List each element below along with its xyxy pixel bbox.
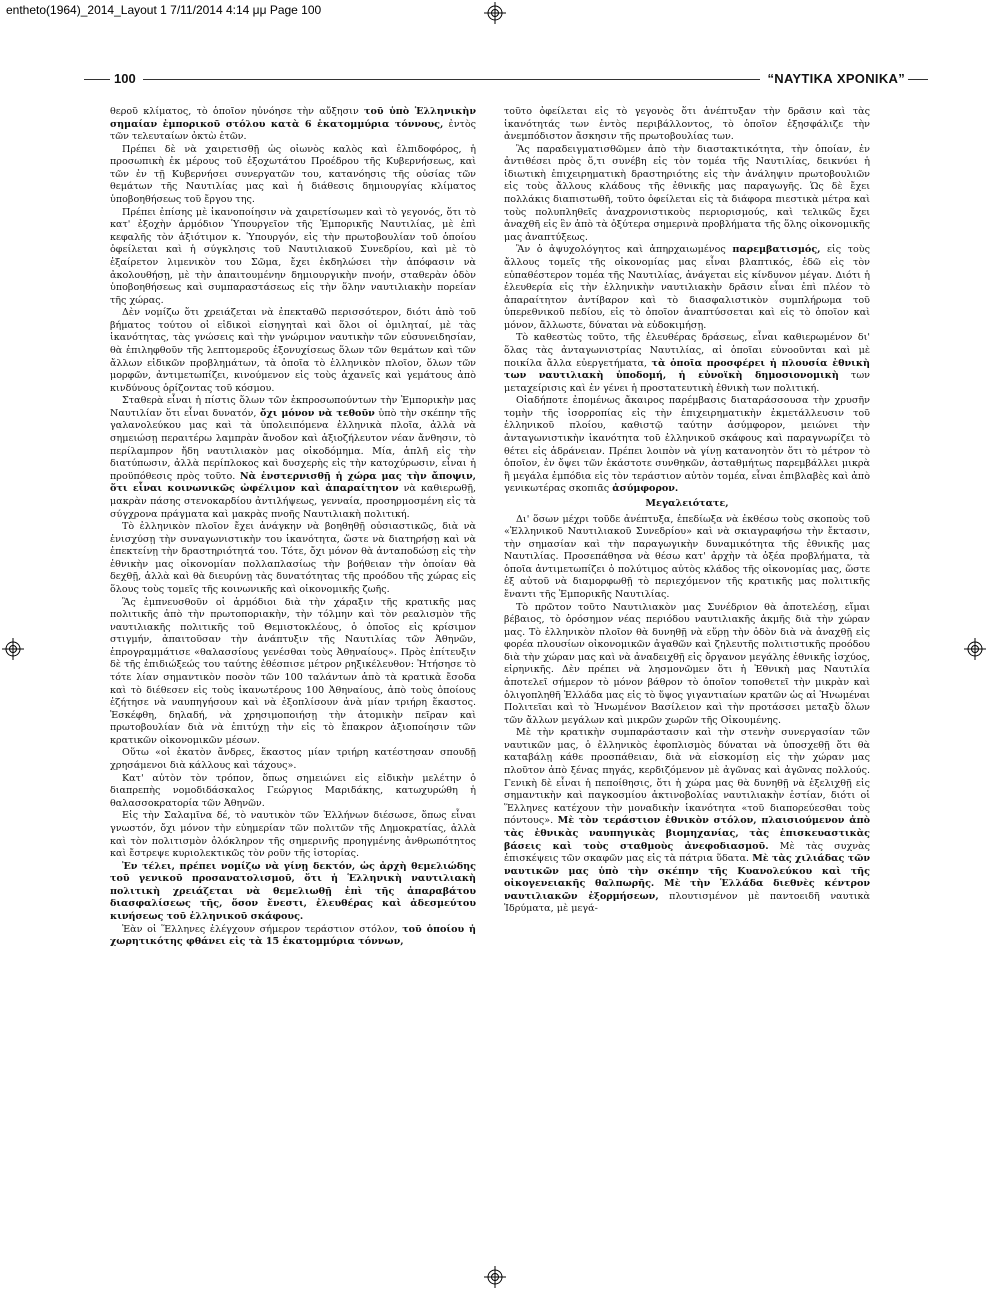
header-rule [143, 79, 760, 80]
paragraph: Οὕτω «οἱ ἑκατὸν ἄνδρες, ἕκαστος μίαν τριήρη κατέστησαν σπουδῇ χρησάμενοι διὰ κάλλους καὶ τάχους». [110, 747, 476, 772]
registration-mark-icon [964, 638, 986, 660]
header-rule-left [84, 79, 110, 80]
page-number: 100 [114, 71, 136, 86]
paragraph: Πρέπει δὲ νὰ χαιρετισθῇ ὡς οἰωνὸς καλὸς καὶ ἐλπιδοφόρος, ἡ προσωπικὴ ἐκ μέρους τοῦ ἐξοχωτάτου Προέδρου τῆς Κυβερνήσεως, καὶ τῶν ἐν τῇ Κυβερνήσει συνεργατῶν του, κατανόησις τῆς οὐσίας τῶν θεμάτων τῆς Ναυτιλίας μας καὶ ἡ διάθεσις δημιουργίας κλίματος ὑποβοηθήσεως τοῦ ἔργου της. [110, 143, 476, 206]
paragraph: Πρέπει ἐπίσης μὲ ἱκανοποίησιν νὰ χαιρετίσωμεν καὶ τὸ γεγονός, ὅτι τὸ κατ' ἐξοχὴν ἁρμόδιον Ὑπουργεῖον τῆς Ἐμπορικῆς Ναυτιλίας, μὲ ἐπὶ κεφαλῆς τὸν ἀξιότιμον κ. Ὑπουργόν, εἰς τὴν πρωτοβουλίαν τοῦ ὁποίου ὀφείλεται καὶ ἡ σύγκλησις τοῦ Ναυτιλιακοῦ Συνεδρίου, καὶ μὲ τὸ ἐξαίρετον λιμενικὸν του Σῶμα, ἔχει ἐκδηλώσει τὴν ἀπόφασιν νὰ ἀκολουθήσῃ, μὲ τὴν ἀπαιτουμένην δημιουργικὴν πνοήν, σταθερὰν ὁδὸν ὑποβοηθήσεως καὶ συμπαραστάσεως εἰς τὴν ὅλην ναυτιλιακὴν πορείαν τῆς χώρας. [110, 206, 476, 306]
right-column [504, 106, 870, 916]
paragraph: Ἂς παραδειγματισθῶμεν ἀπὸ τὴν διαστακτικότητα, τὴν ὁποίαν, ἐν ἀντιθέσει πρὸς ὅ,τι συνέβη εἰς τὸν τομέα τῆς Ναυτιλίας, δεικνύει ἡ ἰδιωτικὴ ἐπιχειρηματικὴ δραστηριότης εἰς τὴν ἀνάληψιν πρωτοβουλιῶν εἰς τοὺς ἄλλους κλάδους τῆς ἐθνικῆς μας παραγωγῆς. Ὡς δὲ ἔχει πολλάκις διαπιστωθῆ, τοῦτο ὀφείλεται εἰς τὰ διάφορα πιεστικὰ μέτρα καὶ τοὺς πολυπληθεῖς ἀναχρονιστικοὺς περιορισμούς, καὶ τελικῶς ἔχει ἀναχθῆ εἰς ἓν ἀπὸ τὰ ὀξύτερα σημερινὰ προβλήματα τῆς ὅλης οἰκονομικῆς μας ἀναπτύξεως. [504, 143, 870, 243]
paragraph: Ἂς ἐμπνευσθοῦν οἱ ἁρμόδιοι διὰ τὴν χάραξιν τῆς κρατικῆς μας πολιτικῆς ἀπὸ τὴν πρωτοποριακὴν, τὴν τόλμην καὶ τὸν ρεαλισμὸν τῆς ναυτιλιακῆς πολιτικῆς τοῦ Θεμιστοκλέους, ὁ ὁποῖος εἰς κρίσιμον στιγμήν, ἀπαιτοῦσαν τὴν ἀνάπτυξιν τῆς Ναυτιλίας τῶν Ἀθηνῶν, ἐπρογραμμάτισε «θαλασσίους γενέσθαι τοὺς Ἀθηναίους». Πρὸς ἐπίτευξιν δὲ τῆς ἐπιδιώξεώς του ταύτης ἐθέσπισε μέτρον ρηξικέλευθον: Ἠτήσησε τὸ τότε λίαν σημαντικὸν ποσὸν τῶν 100 ταλάντων ἀπὸ τὰ κρατικὰ ἔσοδα καὶ τὸ διέθεσεν εἰς τοὺς ἱκανωτέρους 100 Ἀθηναίους, ἀπὸ τοὺς ὁποίους ἐζήτησε νὰ ναυπηγήσουν καὶ νὰ ἐξοπλίσουν ἀνὰ μίαν τριήρη ἕκαστος. Ἐσκέφθη, δηλαδή, νὰ χρησιμοποιήσῃ τὴν ἀτομικὴν πεῖραν καὶ πρωτοβουλίαν διὰ νὰ ἐπιτύχῃ τὴν εἰς τὸ ἔπακρον ἀξιοποίησιν τῶν κρατικῶν οἰκονομικῶν μέσων. [110, 596, 476, 746]
paragraph: τοῦτο ὀφείλεται εἰς τὸ γεγονὸς ὅτι ἀνέπτυξαν τὴν δρᾶσιν καὶ τὰς ἱκανότητάς των ἐντὸς περιβάλλοντος, τὸ ὁποῖον ἐξησφάλιζε τὴν ἀνεμπόδιστον ἄσκησιν τῆς πρωτοβουλίας των. [504, 106, 870, 143]
paragraph: Τὸ καθεστὼς τοῦτο, τῆς ἐλευθέρας δράσεως, εἶναι καθιερωμένον δι' ὅλας τὰς ἀνταγωνιστρίας Ναυτιλίας, αἱ ὁποῖαι εὐνοοῦνται καὶ μὲ ποικίλα ἄλλα εὐεργετήματα, τὰ ὁποῖα προσφέρει ἡ πλουσία ἐθνικὴ των ναυτιλιακὴ ὑποδομή, ἡ εὐνοϊκὴ δημοσιονομικὴ των μεταχείρισις καὶ ἐν γένει ἡ προστατευτικὴ ἐθνικὴ των πολιτική. [504, 332, 871, 394]
print-slug: entheto(1964)_2014_Layout 1 7/11/2014 4:14 μμ Page 100 [6, 3, 322, 17]
registration-mark-icon [484, 1266, 506, 1288]
section-salutation: Μεγαλειότατε, [645, 497, 729, 509]
paragraph: Τὸ πρῶτον τοῦτο Ναυτιλιακὸν μας Συνέδριον θὰ ἀποτελέσῃ, εἴμαι βέβαιος, τὸ ὁρόσημον νέας περιόδου ναυτιλιακῆς ἀκμῆς διὰ τὴν χώραν μας. Τὸ ἑλληνικὸν πλοῖον θὰ δυνηθῇ νὰ εὕρῃ τὴν ὁδὸν διὰ νὰ ἀναχθῇ εἰς φορέα πλουσίων οἰκονομικῶν ἀγαθῶν καὶ ζηλευτῆς πολιτιστικῆς προόδου διὰ τὴν χώραν μας καὶ νὰ ἀναδειχθῇ εἰς ὄργανον μεγάλης ἐθνικῆς ἰσχύος, εἰρηνικῆς. Δὲν πρέπει νὰ λησμονῶμεν ὅτι ἡ Ἐθνικὴ μας Ναυτιλία ἀποτελεῖ σήμερον τὸ μόνον βάθρον τὸ ὁποῖον τοποθετεῖ τὴν μικρὰν καὶ ὀλιγοπληθῆ Ἑλλάδα μας εἰς τὸ ὕψος γιγαντιαίων κρατῶν ὡς αἱ Ἡνωμέναι Πολιτεῖαι καὶ τὸ Ἡνωμένον Βασίλειον καὶ τὴν προτάσσει μεταξὺ ὅλων τῶν ἄλλων μεγάλων καὶ μικρῶν χωρῶν τῆς Οἰκουμένης. [504, 601, 870, 726]
running-head: “ΝΑΥΤΙΚΑ ΧΡΟΝΙΚΑ” [767, 71, 905, 86]
registration-mark-icon [484, 2, 506, 24]
registration-mark-icon [2, 638, 24, 660]
paragraph: Ἐν τέλει, πρέπει νομίζω νὰ γίνῃ δεκτόν, ὡς ἀρχὴ θεμελιώδης τοῦ γενικοῦ προσανατολισμοῦ, ὅτι ἡ Ἑλληνικὴ ναυτιλιακὴ πολιτικὴ χρειάζεται νὰ θεμελιωθῇ ἐπὶ τῆς ἀπαραβάτου διασφαλίσεως τῆς, ὅσον ἔνεστι, ἐλευθέρας καὶ ἀδεσμεύτου κινήσεως τοῦ ἑλληνικοῦ σκάφους. [110, 860, 476, 922]
paragraph: Τὸ ἑλληνικὸν πλοῖον ἔχει ἀνάγκην νὰ βοηθηθῇ οὐσιαστικῶς, διὰ νὰ ἐνισχύσῃ τὴν συναγωνιστικὴν του ἱκανότητα, ὥστε νὰ διατηρήσῃ καὶ νὰ ἐπεκτείνῃ τὴν δραστηριότητά του. Τότε, ὄχι μόνον θὰ ἀνταποδώσῃ εἰς τὴν ἐθνικὴν μας οἰκονομίαν πολλαπλασίως τὴν βοήθειαν τὴν ὁποίαν θὰ δεχθῇ, ἀλλὰ καὶ θὰ διευρύνῃ τὰς δυνατότητας τῆς προόδου τῆς χώρας εἰς ὅλους τοὺς τομεῖς τῆς κοινωνικῆς καὶ οἰκονομικῆς ζωῆς. [110, 521, 476, 595]
paragraph: Δὲν νομίζω ὅτι χρειάζεται νὰ ἐπεκταθῶ περισσότερον, διότι ἀπὸ τοῦ βήματος τούτου οἱ εἰδικοὶ εἰσηγηταὶ καὶ ὅλοι οἱ ὁμιληταί, μὲ τὰς ἱκανότητας, τὰς γνώσεις καὶ τὴν γνώριμον ναυτικὴν τῶν εὐσυνειδησίαν, θὰ ἐπιληφθοῦν τῆς λεπτομεροῦς ἐξονυχίσεως ὅλων τῶν θεμάτων καὶ τῶν ἄλλων εἰδικῶν προβλημάτων, τὰ ὁποῖα τὸ ἑλληνικὸν πλοῖον, ὅλων τῶν μορφῶν, ἀντιμετωπίζει, κινούμενον εἰς τοὺς ἀχανεῖς καὶ γεμάτους ἀπὸ κινδύνους ὁρίζοντας τοῦ κόσμου. [110, 307, 476, 394]
paragraph: Κατ' αὐτὸν τὸν τρόπον, ὅπως σημειώνει εἰς εἰδικὴν μελέτην ὁ διαπρεπὴς νομοδιδάσκαλος Γεώργιος Μαριδάκης, κατωχυρώθη ἡ θαλασσοκρατορία τῶν Ἀθηνῶν. [110, 772, 476, 809]
left-column [110, 106, 476, 949]
paragraph: Ἐὰν οἱ Ἕλληνες ἐλέγχουν σήμερον τεράστιον στόλον, τοῦ ὁποίου ἡ χωρητικότης φθάνει εἰς τὰ 15 ἑκατομμύρια τόννων, [110, 923, 476, 948]
paragraph: Οἱαδήποτε ἐπομένως ἄκαιρος παρέμβασις διαταράσσουσα τὴν χρυσῆν τομὴν τῆς ἰσορροπίας εἰς τὴν ἐπιχειρηματικὴν ἐκμετάλλευσιν τοῦ ἑλληνικοῦ πλοίου, καθιστῷ ταύτην ἀσύμφορον, μειώνει τὴν ἀνταγωνιστικὴν ἱκανότητα τοῦ ἑλληνικοῦ σκάφους καὶ παραγνωρίζει τὸ θέτει εἰς ἀδράνειαν. Πρέπει λοιπὸν νὰ γίνῃ κατανοητὸν ὅτι τὸ μέτρον τὸ ὁποῖον, ἐν ὄψει τῶν ἑκάστοτε συνθηκῶν, ἀσταθμήτως παρεμβάλλει μικρὰ ἢ μεγάλα ἐμπόδια εἰς τὸν τεράστιον αὐτὸν τομέα, εἶναι ἐπιβλαβὲς καὶ ἀπὸ γενικωτέρας σκοπιᾶς ἀσύμφορον. [504, 395, 870, 495]
paragraph: Μὲ τὴν κρατικὴν συμπαράστασιν καὶ τὴν στενὴν συνεργασίαν τῶν ναυτικῶν μας, ὁ ἑλληνικὸς ἐφοπλισμὸς δύναται νὰ ὑποσχεθῇ ὅτι θὰ καταβάλῃ κάθε προσπάθειαν, διὰ νὰ εἰσκομίσῃ εἰς τὴν χώραν μας πλοῦτον ἀπὸ ξένας πηγάς, κερδιζόμενον μὲ ἀγῶνας καὶ ἀγῶνας πολλούς. Γενικὴ δὲ εἶναι ἡ πεποίθησις, ὅτι ἡ χώρα μας θὰ δυνηθῇ νὰ ἐξελιχθῇ εἰς σημαντικὴν καὶ παγκοσμίου ἀκτινοβολίας ναυτιλιακὴν ἑστίαν, διότι οἱ Ἕλληνες κατέχουν τὴν μοναδικὴν ἱκανότητα «τοῦ διαπορεύεσθαι τοὺς πόντους». Μὲ τὸν τεράστιον ἐθνικὸν στόλον, πλαισιούμενον ἀπὸ τὰς ἐθνικὰς ναυπηγικὰς βιομηχανίας, τὰς ἐπισκευαστικὰς βάσεις καὶ τοὺς σταθμοὺς ἀνεφοδιασμοῦ. Μὲ τὰς συχνὰς ἐπισκέψεις τῶν σκαφῶν μας εἰς τὰ πάτρια ὕδατα. Μὲ τὰς χιλιάδας τῶν ναυτικῶν μας ὑπὸ τὴν σκέπην τῆς Κυανολεύκου καὶ τῆς οἰκογενειακῆς θαλπωρῆς. Μὲ τὴν Ἑλλάδα διεθνὲς κέντρον ναυτιλιακῶν ἐξορμήσεων, πλουτισμένον μὲ παντοειδῆ ναυτικὰ Ἱδρύματα, μὲ μεγά- [504, 727, 871, 915]
paragraph: Ἂν ὁ ἀψυχολόγητος καὶ ἀπηρχαιωμένος παρεμβατισμός, εἰς τοὺς ἄλλους τομεῖς τῆς οἰκονομίας μας εἶναι βλαπτικός, ἐδῶ εἰς τὸν εὐπαθέστερον τομέα τῆς Ναυτιλίας, ἀνάγεται εἰς κίνδυνον μέγαν. Διότι ἡ ἐλευθερία εἰς τὴν ἑλληνικὴν ναυτιλιακὴν δρᾶσιν εἶναι ἐπὶ πλέον τὸ ἀπαραίτητον ἀντίβαρον καὶ τὸ διασφαλιστικὸν συμπλήρωμα τοῦ ὑπερεθνικοῦ πεδίου, εἰς τὸ ὁποῖον ἀναπτύσσεται καὶ εἰς τὸ ὁποῖον καὶ μόνον, ἄλλωστε, δύναται νὰ εὐδοκιμήσῃ. [504, 244, 870, 331]
paragraph: Δι' ὅσων μέχρι τοῦδε ἀνέπτυξα, ἐπεδίωξα νὰ ἐκθέσω τοὺς σκοποὺς τοῦ «Ἑλληνικοῦ Ναυτιλιακοῦ Συνεδρίου» καὶ νὰ σκιαγραφήσω τὴν ἔκτασιν, τὴν σημασίαν καὶ τὴν παραγωγικὴν δυναμικότητα τῆς ἐθνικῆς μας Ναυτιλίας. Προσεπάθησα νὰ θέσω κατ' ἀρχὴν τὰ ὀξέα προβλήματα, τὰ ὁποῖα ἀντιμετωπίζει ὁ πολύτιμος αὐτὸς κλάδος τῆς οἰκονομίας μας, ὥστε ἐξ αὐτοῦ νὰ διαμορφωθῇ τὸ περιεχόμενον τῆς κρατικῆς μας πολιτικῆς ἔναντι τῆς Ἐμπορικῆς Ναυτιλίας. [504, 513, 870, 600]
paragraph: Εἰς τὴν Σαλαμῖνα δέ, τὸ ναυτικὸν τῶν Ἑλλήνων διέσωσε, ὅπως εἶναι γνωστόν, ὄχι μόνον τὴν εὐημερίαν τῶν πολιτῶν τῆς Δημοκρατίας, ἀλλὰ καὶ τὸν πολιτισμὸν ὁλόκληρον τῆς σημερινῆς προηγμένης ἀνθρωπότητος καὶ ἔστρεψε κυριολεκτικῶς τὸν ροῦν τῆς ἱστορίας. [110, 810, 476, 860]
paragraph: Σταθερὰ εἶναι ἡ πίστις ὅλων τῶν ἐκπροσωπούντων τὴν Ἐμπορικὴν μας Ναυτιλίαν ὅτι εἶναι δυνατόν, ὄχι μόνον νὰ τεθοῦν ὑπὸ τὴν σκέπην τῆς γαλανολεύκου μας καὶ τὰ ὑπολειπόμενα ἑλληνικὰ πλοῖα, ἀλλὰ νὰ σημειώσῃ περαιτέρω λαμπρὰν ἄνοδον καὶ ἀξιοζήλευτον νέαν ἄνθησιν, τὸ περίλαμπρον ἤδη ναυτιλιακὸν μας οἰκοδόμημα. Μία, ἁπλῆ εἰς τὴν διατύπωσιν, ἀλλὰ περίπλοκος καὶ δυσχερὴς εἰς τὴν κατοχύρωσιν, εἶναι ἡ προϋπόθεσις πρὸς τοῦτο. Νὰ ἐνστερνισθῇ ἡ χώρα μας τὴν ἄποψιν, ὅτι εἶναι κοινωνικῶς ὠφέλιμον καὶ ἀπαραίτητον νὰ καθιερωθῇ, μακρὰν πάσης στενοκαρδίου ἀντιλήψεως, γενναία, προσηρμοσμένη εἰς τὰ σύγχρονα πράγματα καὶ μακρὰς πνοῆς Ναυτιλιακὴ πολιτική. [110, 395, 476, 520]
paragraph: θεροῦ κλίματος, τὸ ὁποῖον ηὐνόησε τὴν αὔξησιν τοῦ ὑπὸ Ἑλληνικὴν σημαίαν ἐμπορικοῦ στόλου κατὰ 6 ἑκατομμύρια τόννους, ἐντὸς τῶν τελευταίων ὀκτὼ ἐτῶν. [110, 106, 476, 143]
header-rule-right [908, 79, 928, 80]
